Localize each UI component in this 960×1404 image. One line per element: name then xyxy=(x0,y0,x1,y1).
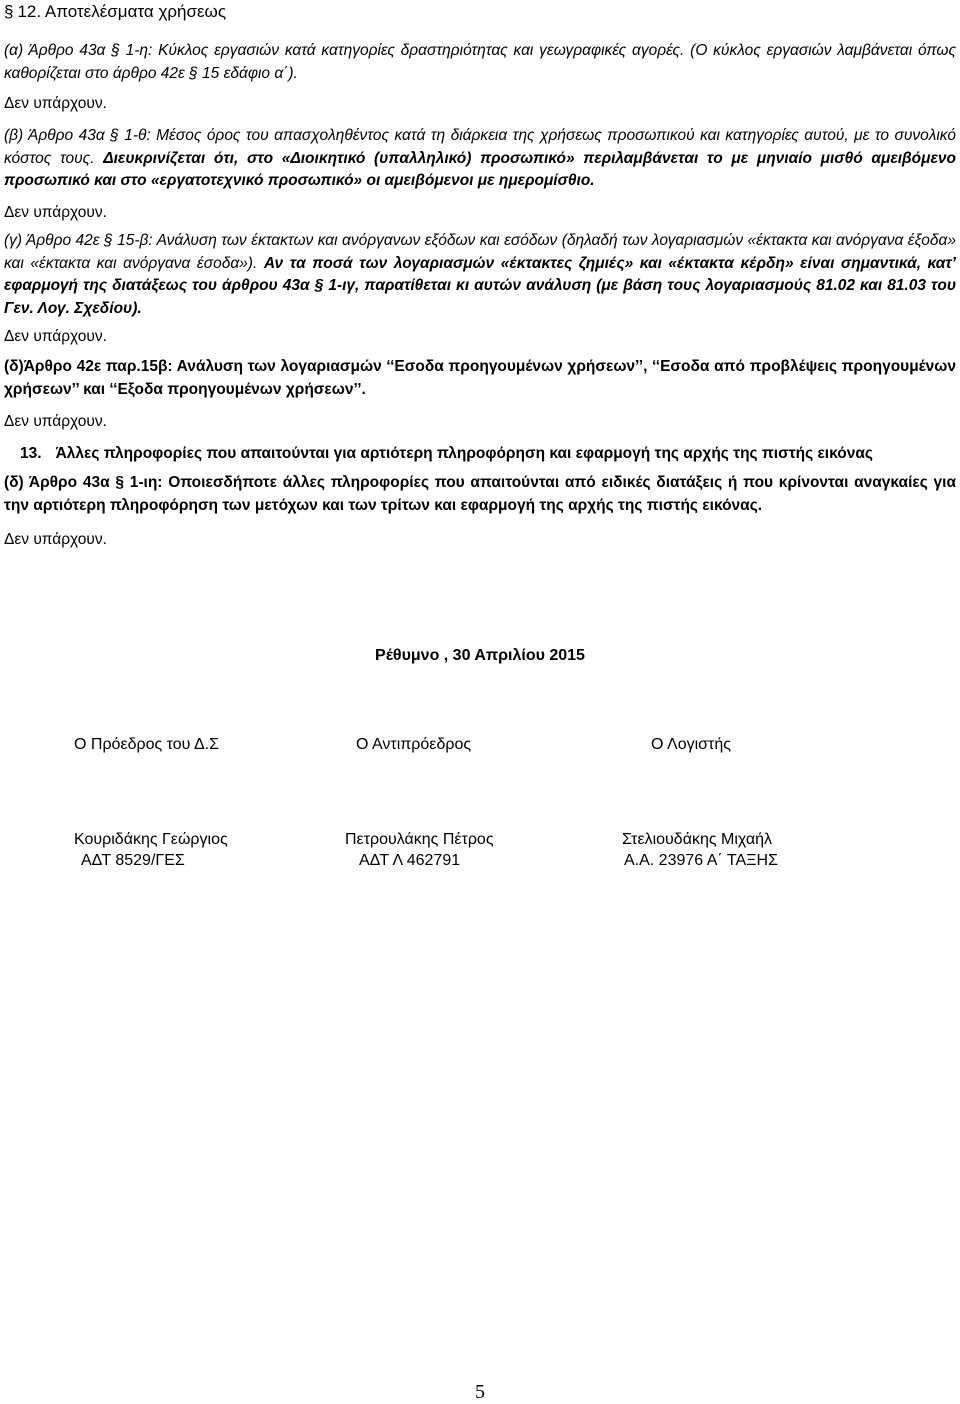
signature-name: Κουριδάκης Γεώργιος xyxy=(74,831,228,848)
none-text: Δεν υπάρχουν. xyxy=(4,531,107,548)
section-13-title: Άλλες πληροφορίες που απαιτούνται για αρτιότερη πληροφόρηση και εφαρμογή της αρχής της πιστής εικόνας xyxy=(55,445,873,462)
signature-name: Στελιουδάκης Μιχαήλ xyxy=(622,831,772,848)
section-13-heading xyxy=(20,443,873,465)
section-heading xyxy=(4,2,226,22)
paragraph-a: (α) Άρθρο 43α § 1-η: Κύκλος εργασιών κατά κατηγορίες δραστηριότητας και γεωγραφικές αγορές. (Ο κύκλος εργασιών λαμβάνεται όπως καθορίζεται στο άρθρο 42ε § 15 εδάφιο α΄). xyxy=(4,42,956,82)
signature-name: Πετρουλάκης Πέτρος xyxy=(345,831,494,848)
none-text: Δεν υπάρχουν. xyxy=(4,328,107,345)
page-number: 5 xyxy=(475,1381,485,1403)
paragraph-b xyxy=(4,125,956,193)
none-text: Δεν υπάρχουν. xyxy=(4,204,107,221)
section-heading-text: 12. Αποτελέσματα χρήσεως xyxy=(17,2,227,21)
section-symbol: § xyxy=(4,2,14,21)
signature-role: Ο Πρόεδρος του Δ.Σ xyxy=(74,736,219,753)
signature-id: Α.Α. 23976 Α΄ ΤΑΞΗΣ xyxy=(624,852,778,869)
paragraph-d1: (δ)Άρθρο 42ε παρ.15β: Ανάλυση των λογαριασμών ‘‘Εσοδα προηγουμένων χρήσεων’’, ‘‘Εσοδα από προβλέψεις προηγουμένων χρήσεων’’ και ‘‘Εξοδα προηγουμένων χρήσεων’’. xyxy=(4,358,956,398)
signature-id: ΑΔΤ 8529/ΓΕΣ xyxy=(81,852,185,869)
none-text: Δεν υπάρχουν. xyxy=(4,413,107,430)
paragraph-c xyxy=(4,230,956,320)
paragraph-b-bold: Διευκρινίζεται ότι, στο «Διοικητικό (υπαλληλικό) προσωπικό» περιλαμβάνεται το με μηνιαίο μισθό αμειβόμενο προσωπικό και στο «εργατοτεχνικό προσωπικό» οι αμειβόμενοι με ημερομίσθιο. xyxy=(4,149,956,189)
signature-id: ΑΔΤ Λ 462791 xyxy=(359,852,461,869)
signature-role: Ο Αντιπρόεδρος xyxy=(356,736,472,753)
none-text: Δεν υπάρχουν. xyxy=(4,95,107,112)
place-date: Ρέθυμνο , 30 Απριλίου 2015 xyxy=(375,647,585,664)
paragraph-c-italic: (γ) Άρθρο 42ε § 15-β: Ανάλυση των έκτακτων και ανόργανων εξόδων και εσόδων (δηλαδή των λογαριασμών «έκτακτα και ανόργανα έξοδα» και «έκτακτα και ανόργανα έσοδα»). xyxy=(4,232,956,272)
paragraph-d2: (δ) Άρθρο 43α § 1-ιη: Οποιεσδήποτε άλλες πληροφορίες που απαιτούνται από ειδικές διατάξεις ή που κρίνονται αναγκαίες για την αρτιότερη πληροφόρηση των μετόχων και των τρίτων και εφαρμογή της αρχής της πιστής εικόνας. xyxy=(4,474,956,514)
section-13-number: 13. xyxy=(20,445,42,462)
signature-role: Ο Λογιστής xyxy=(651,736,731,753)
paragraph-c-bold: Αν τα ποσά των λογαριασμών «έκτακτες ζημιές» και «έκτακτα κέρδη» είναι σημαντικά, κατ’ εφαρμογή της διατάξεως του άρθρου 43α § 1-ιγ, παρατίθεται κι αυτών ανάλυση (με βάση τους λογαριασμούς 81.02 και 81.03 του Γεν. Λογ. Σχεδίου). xyxy=(4,254,956,317)
paragraph-b-italic: (β) Άρθρο 43α § 1-θ: Μέσος όρος του απασχοληθέντος κατά τη διάρκεια της χρήσεως προσωπικού και κατηγορίες αυτού, με το συνολικό κόστος τους. xyxy=(4,127,956,167)
